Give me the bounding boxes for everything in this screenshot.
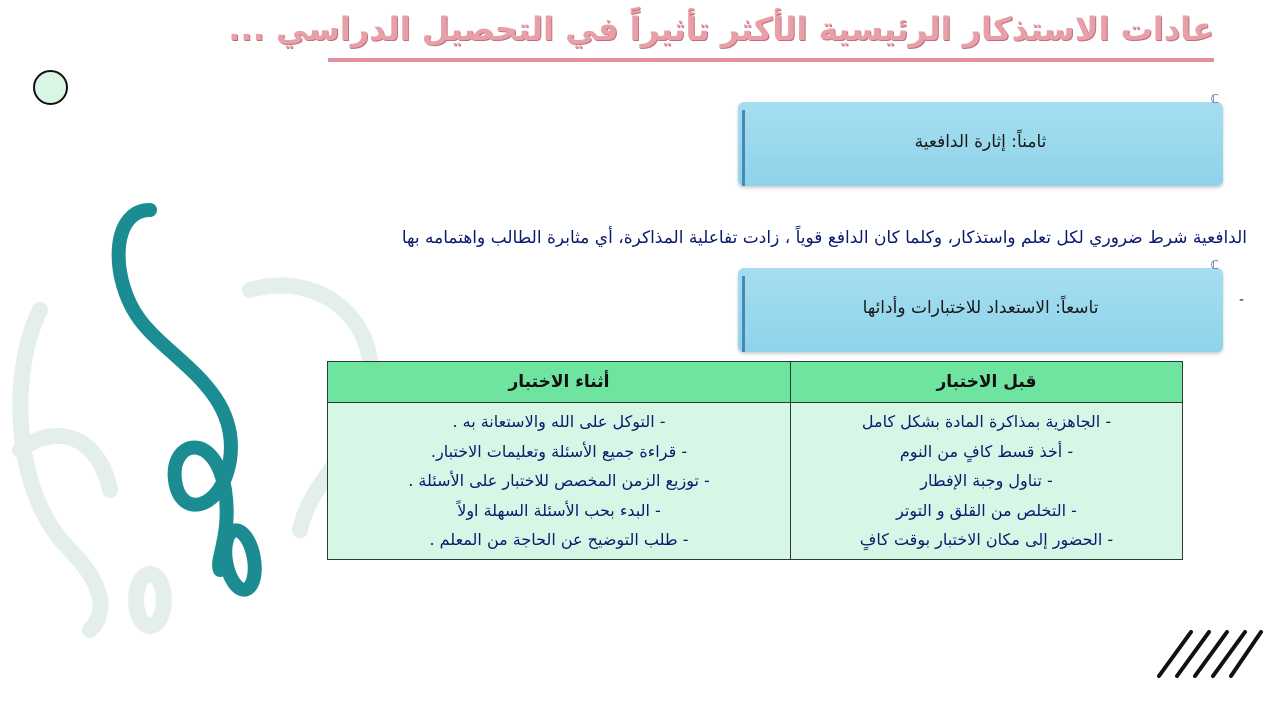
table-row [328, 403, 1183, 560]
exam-table [327, 361, 1183, 560]
list-item: - أخذ قسط كافٍ من النوم [899, 441, 1074, 461]
table-header-row [328, 362, 1183, 403]
header-during-exam: أثناء الاختبار [328, 362, 791, 403]
section-eighth-banner [738, 92, 1223, 186]
list-item: - الحضور إلى مكان الاختبار بوقت كافٍ [859, 530, 1114, 549]
scroll-curl-icon: ℂ [1210, 258, 1219, 272]
scroll-curl-icon: ℂ [1210, 92, 1219, 106]
circle-icon [33, 70, 68, 105]
before-exam-cell [790, 403, 1182, 560]
list-item: - تناول وجبة الإفطار [920, 471, 1053, 490]
title-underline [328, 58, 1214, 62]
section-ninth-label: تاسعاً: الاستعداد للاختبارات وأدائها [862, 298, 1099, 318]
list-item: - التخلص من القلق و التوتر [896, 500, 1077, 520]
list-item: - التوكل على الله والاستعانة به . [452, 412, 666, 431]
motivation-paragraph: الدافعية شرط ضروري لكل تعلم واستذكار، وكلما كان الدافع قوياً ، زادت تفاعلية المذاكرة، أي مثابرة الطالب واهتمامه بها [401, 228, 1247, 248]
list-item: - توزيع الزمن المخصص للاختبار على الأسئلة . [408, 471, 710, 490]
list-item: - قراءة جميع الأسئلة وتعليمات الاختبار. [430, 441, 688, 461]
slashes-decoration [1155, 628, 1265, 680]
during-exam-cell [328, 403, 791, 560]
header-before-exam: قبل الاختبار [790, 362, 1182, 403]
list-item: - طلب التوضيح عن الحاجة من المعلم . [429, 530, 689, 549]
section-ninth-banner [738, 258, 1223, 352]
page-title: عادات الاستذكار الرئيسية الأكثر تأثيراً في التحصيل الدراسي ... [228, 10, 1214, 48]
stray-mark: - [1239, 292, 1245, 308]
list-item: - البدء بحب الأسئلة السهلة اولاً [457, 500, 661, 520]
section-eighth-label: ثامناً: إثارة الدافعية [914, 132, 1047, 152]
list-item: - الجاهزية بمذاكرة المادة بشكل كامل [861, 412, 1112, 431]
